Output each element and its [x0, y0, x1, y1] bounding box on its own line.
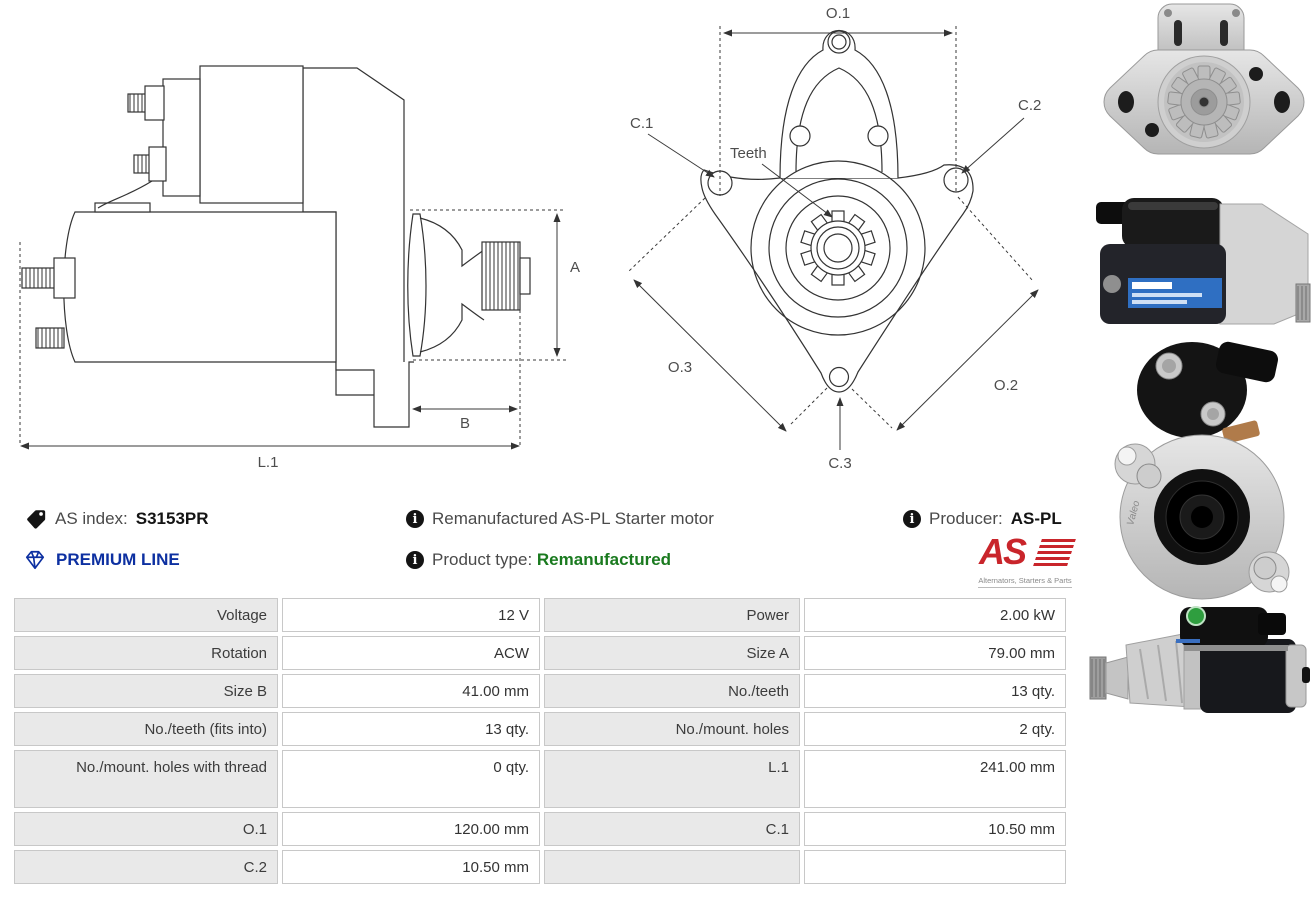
side-view-diagram[interactable] — [0, 0, 600, 480]
spec-value: 2.00 kW — [804, 598, 1066, 632]
spec-label: C.2 — [14, 850, 278, 884]
diamond-icon — [22, 549, 48, 571]
info-icon: i — [406, 510, 424, 528]
table-row — [14, 750, 1066, 808]
table-row — [14, 712, 1066, 746]
front-view-diagram[interactable] — [600, 0, 1095, 495]
as-index-value: S3153PR — [135, 509, 209, 528]
spec-value: 10.50 mm — [282, 850, 540, 884]
product-description: Remanufactured AS-PL Starter motor — [432, 509, 714, 528]
producer-label: Producer: — [929, 509, 1003, 528]
pinion-gear — [1168, 66, 1241, 138]
product-photo-front[interactable] — [1096, 2, 1312, 190]
table-row — [14, 636, 1066, 670]
spec-label: No./mount. holes with thread — [14, 750, 278, 808]
spec-value: ACW — [282, 636, 540, 670]
spec-label: No./teeth — [544, 674, 800, 708]
spec-value: 41.00 mm — [282, 674, 540, 708]
spec-label: O.1 — [14, 812, 278, 846]
dim-label-o3: O.3 — [667, 359, 693, 376]
dim-label-c3: C.3 — [828, 455, 852, 472]
dim-label-b: B — [459, 415, 471, 432]
spec-value: 12 V — [282, 598, 540, 632]
tag-icon — [25, 508, 47, 530]
dim-label-l1: L.1 — [257, 454, 279, 471]
product-photo-rear[interactable] — [1097, 332, 1312, 617]
as-logo-tagline: Alternators, Starters & Parts — [978, 576, 1071, 588]
spec-value — [804, 850, 1066, 884]
product-type-row — [406, 550, 671, 570]
table-row — [14, 598, 1066, 632]
as-index-label: AS index: — [55, 509, 128, 528]
brand-marking: Valeo — [1125, 499, 1143, 527]
spec-label: Rotation — [14, 636, 278, 670]
dim-label-c1: C.1 — [630, 115, 654, 132]
as-logo-text: AS — [979, 531, 1026, 572]
producer-value: AS-PL — [1010, 509, 1062, 528]
dim-label-o2: O.2 — [993, 377, 1019, 394]
spec-value: 241.00 mm — [804, 750, 1066, 808]
spec-value: 120.00 mm — [282, 812, 540, 846]
table-row — [14, 850, 1066, 884]
as-pl-logo[interactable] — [975, 531, 1075, 588]
spec-value: 13 qty. — [282, 712, 540, 746]
product-type-value: Remanufactured — [536, 550, 672, 569]
dim-label-a: A — [570, 259, 581, 276]
info-icon: i — [406, 551, 424, 569]
dim-label-teeth: Teeth — [730, 145, 767, 162]
side-view-lines — [22, 66, 530, 427]
description-row — [406, 509, 714, 529]
spec-label: Size A — [544, 636, 800, 670]
spec-label: Power — [544, 598, 800, 632]
spec-label: Voltage — [14, 598, 278, 632]
spec-label: L.1 — [544, 750, 800, 808]
spec-label — [544, 850, 800, 884]
as-logo-stripes — [1032, 539, 1076, 569]
spec-value: 2 qty. — [804, 712, 1066, 746]
dim-label-o1: O.1 — [825, 5, 851, 22]
spec-table — [10, 594, 1070, 888]
spec-label: C.1 — [544, 812, 800, 846]
producer-row — [903, 509, 1062, 529]
premium-line-row — [22, 549, 180, 571]
spec-value: 79.00 mm — [804, 636, 1066, 670]
spec-value: 10.50 mm — [804, 812, 1066, 846]
info-icon: i — [903, 510, 921, 528]
spec-label: No./teeth (fits into) — [14, 712, 278, 746]
front-view-lines — [701, 31, 973, 393]
spec-label: No./mount. holes — [544, 712, 800, 746]
product-photo-side[interactable] — [1092, 192, 1312, 330]
table-row — [14, 674, 1066, 708]
spec-value: 13 qty. — [804, 674, 1066, 708]
product-type-label: Product type: — [432, 550, 533, 569]
product-photo-profile[interactable] — [1088, 605, 1312, 733]
spec-value: 0 qty. — [282, 750, 540, 808]
as-index-row — [25, 508, 209, 530]
premium-line-label: PREMIUM LINE — [56, 550, 180, 569]
table-row — [14, 812, 1066, 846]
dim-label-c2: C.2 — [1018, 97, 1042, 114]
spec-label: Size B — [14, 674, 278, 708]
